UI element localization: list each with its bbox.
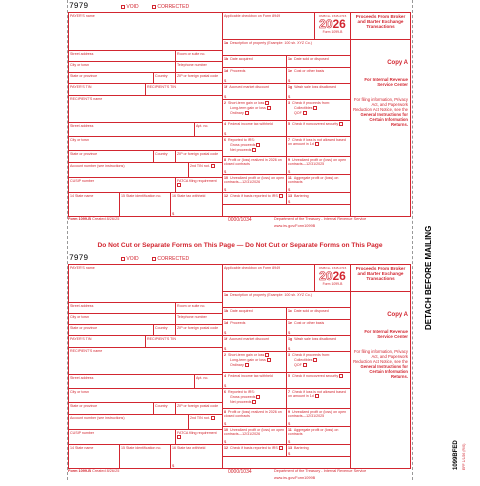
recipient-tin-field[interactable]: RECIPIENT'S TIN xyxy=(145,335,222,347)
checkbox-8949-field[interactable]: Applicable checkbox on Form 8949 xyxy=(222,12,314,39)
telephone-field[interactable]: Telephone number xyxy=(175,61,222,72)
form-id: 7979 xyxy=(69,254,89,263)
box3-field[interactable]: 3 Check if proceeds from: Collectibles QOF xyxy=(286,351,350,372)
box1b-field[interactable]: 1b Date acquired xyxy=(222,55,286,67)
side-code-2: EFF 1/1/26 (R/S) xyxy=(462,443,466,470)
checkbox-8949-field[interactable]: Applicable checkbox on Form 8949 xyxy=(222,264,314,291)
street-field[interactable]: Street address xyxy=(68,302,175,313)
box14-field[interactable]: 14 State name xyxy=(68,192,119,216)
tax-year: 2026 xyxy=(319,268,346,283)
void-label: VOID xyxy=(126,256,139,262)
form-label: Form 1099-B xyxy=(322,281,343,286)
recipient-tin-field[interactable]: RECIPIENT'S TIN xyxy=(145,83,222,95)
footer-url: www.irs.gov/Form1099B xyxy=(274,224,316,228)
cusip-field[interactable]: CUSIP number xyxy=(68,429,175,444)
payer-tin-field[interactable]: PAYER'S TIN xyxy=(68,83,145,95)
box11-field[interactable]: 11 Aggregate profit or (loss) on contracts $ xyxy=(286,174,350,192)
state-field[interactable]: State or province xyxy=(68,72,153,83)
file-info-bold: General Instructions for Certain Information Returns. xyxy=(360,363,408,379)
account-field[interactable]: Account number (see instructions) xyxy=(68,414,188,429)
cut-warning: Do Not Cut or Separate Forms on This Page — Do Not Cut or Separate Forms on This Page xyxy=(97,242,383,249)
box1a-field[interactable]: 1a Description of property (Example: 100 sh. XYZ Co.) xyxy=(222,39,350,55)
room-field[interactable]: Room or suite no. xyxy=(175,302,222,313)
footer-form: Form 1099-B xyxy=(68,217,92,221)
form-1099b-bottom xyxy=(68,256,410,486)
box1e-field[interactable]: 1e Cost or other basis $ xyxy=(286,67,350,83)
street-field[interactable]: Street address xyxy=(68,50,175,61)
corrected-label: CORRECTED xyxy=(157,4,190,10)
fatca-box-icon[interactable] xyxy=(177,435,181,439)
form-1099b-top xyxy=(68,4,410,234)
country-field[interactable]: Country xyxy=(153,72,175,83)
omb-box xyxy=(314,12,350,39)
recipient-zip-field[interactable]: ZIP or foreign postal code xyxy=(175,150,222,162)
telephone-field[interactable]: Telephone number xyxy=(175,313,222,324)
apt-field[interactable]: Apt. no. xyxy=(194,374,222,388)
room-field[interactable]: Room or suite no. xyxy=(175,50,222,61)
detach-label: DETACH BEFORE MAILING xyxy=(424,225,433,330)
copy-a-label: Copy A xyxy=(387,311,408,318)
box1g-field[interactable]: 1g Wash sale loss disallowed $ xyxy=(286,83,350,99)
form-id: 7979 xyxy=(69,2,89,11)
form-title: Proceeds From Broker and Barter Exchange Transactions xyxy=(350,264,410,291)
corrected-checkbox[interactable] xyxy=(152,256,189,262)
box11-field[interactable]: 11 Aggregate profit or (loss) on contracts $ xyxy=(286,426,350,444)
box1g-field[interactable]: 1g Wash sale loss disallowed $ xyxy=(286,335,350,351)
zip-field[interactable]: ZIP or foreign postal code xyxy=(175,72,222,83)
file-info-bold: General Instructions for Certain Information Returns. xyxy=(360,111,408,127)
fatca-box-icon[interactable] xyxy=(177,183,181,187)
tin-not-box-icon[interactable] xyxy=(211,416,215,420)
footer xyxy=(68,469,410,480)
perforation-right xyxy=(412,0,413,480)
box3-field[interactable]: 3 Check if proceeds from: Collectibles QOF xyxy=(286,99,350,120)
for-irs-label: For Internal Revenue Service Center xyxy=(364,76,408,87)
recipient-country-field[interactable]: Country xyxy=(153,150,175,162)
footer-dept: Department of the Treasury - Internal Revenue Service xyxy=(274,469,367,473)
box14-field[interactable]: 14 State name xyxy=(68,444,119,468)
tax-year: 2026 xyxy=(319,16,346,31)
recipient-country-field[interactable]: Country xyxy=(153,402,175,414)
side-code: 1099BFED xyxy=(453,440,459,470)
box1f-field[interactable]: 1f Accrued market discount $ xyxy=(222,335,286,351)
box1d-field[interactable]: 1d Proceeds $ xyxy=(222,319,286,335)
box6-field[interactable]: 6 Reported to IRS: Gross proceeds Net proceeds xyxy=(222,388,286,408)
corrected-label: CORRECTED xyxy=(157,256,190,262)
recipient-name-field[interactable]: RECIPIENT'S name xyxy=(68,347,222,374)
void-label: VOID xyxy=(126,4,139,10)
box6-field[interactable]: 6 Reported to IRS: Gross proceeds Net proceeds xyxy=(222,136,286,156)
omb-number: OMB No. 1545-0715 xyxy=(318,13,347,18)
box15-field[interactable]: 15 State identification no. xyxy=(119,444,170,468)
box1a-field[interactable]: 1a Description of property (Example: 100 sh. XYZ Co.) xyxy=(222,291,350,307)
recipient-name-field[interactable]: RECIPIENT'S name xyxy=(68,95,222,122)
payer-name-field[interactable]: PAYER'S name xyxy=(68,12,222,50)
box1f-field[interactable]: 1f Accrued market discount $ xyxy=(222,83,286,99)
box13-field[interactable]: 13 Bartering $ xyxy=(286,192,350,204)
corrected-box-icon[interactable] xyxy=(152,5,156,9)
box1b-field[interactable]: 1b Date acquired xyxy=(222,307,286,319)
for-irs-label: For Internal Revenue Service Center xyxy=(364,328,408,339)
box1c-field[interactable]: 1c Date sold or disposed xyxy=(286,307,350,319)
recipient-street-field[interactable]: Street address xyxy=(68,122,194,136)
box1c-field[interactable]: 1c Date sold or disposed xyxy=(286,55,350,67)
box13-field[interactable]: 13 Bartering $ xyxy=(286,444,350,456)
corrected-box-icon[interactable] xyxy=(152,257,156,261)
box16-field[interactable]: 16 State tax withheld $ xyxy=(170,444,222,468)
state-field[interactable]: State or province xyxy=(68,324,153,335)
form-label: Form 1099-B xyxy=(322,29,343,34)
footer-code: 0000/1034 xyxy=(228,217,252,223)
box9-field[interactable]: 9 Unrealized profit or (loss) on open contracts—12/31/2025 $ xyxy=(286,408,350,426)
footer-dept: Department of the Treasury - Internal Revenue Service xyxy=(274,217,367,221)
footer xyxy=(68,217,410,228)
recipient-street-field[interactable]: Street address xyxy=(68,374,194,388)
box1d-field[interactable]: 1d Proceeds $ xyxy=(222,67,286,83)
recipient-state-field[interactable]: State or province xyxy=(68,402,153,414)
tin-not-field[interactable]: 2nd TIN not. xyxy=(188,414,222,429)
box5-field[interactable]: 5 Check if noncovered security xyxy=(286,120,350,136)
zip-field[interactable]: ZIP or foreign postal code xyxy=(175,324,222,335)
box4-field[interactable]: 4 Federal income tax withheld $ xyxy=(222,372,286,388)
void-checkbox[interactable] xyxy=(121,256,139,262)
recipient-zip-field[interactable]: ZIP or foreign postal code xyxy=(175,402,222,414)
country-field[interactable]: Country xyxy=(153,324,175,335)
footer-form: Form 1099-B xyxy=(68,469,92,473)
void-box-icon[interactable] xyxy=(121,5,125,9)
copy-section xyxy=(350,291,410,468)
box7-field[interactable]: 7 Check if loss is not allowed based on amount in 1d xyxy=(286,136,350,156)
void-checkbox[interactable] xyxy=(121,4,139,10)
payer-name-field[interactable]: PAYER'S name xyxy=(68,264,222,302)
tin-not-box-icon[interactable] xyxy=(211,164,215,168)
box5-field[interactable]: 5 Check if noncovered security xyxy=(286,372,350,388)
file-info: For filing information, Privacy Act, and Paperwork Reduction Act Notice, see the xyxy=(353,96,408,112)
file-info: For filing information, Privacy Act, and Paperwork Reduction Act Notice, see the xyxy=(353,348,408,364)
copy-a-label: Copy A xyxy=(387,59,408,66)
account-field[interactable]: Account number (see instructions) xyxy=(68,162,188,177)
box2-field[interactable]: 2 Short-term gain or loss Long-term gain or loss Ordinary xyxy=(222,99,286,120)
box16-field[interactable]: 16 State tax withheld $ xyxy=(170,192,222,216)
box-blank-a xyxy=(222,456,350,468)
footer-code: 0000/1034 xyxy=(228,469,252,475)
box1e-field[interactable]: 1e Cost or other basis $ xyxy=(286,319,350,335)
recipient-state-field[interactable]: State or province xyxy=(68,150,153,162)
box2-field[interactable]: 2 Short-term gain or loss Long-term gain or loss Ordinary xyxy=(222,351,286,372)
apt-field[interactable]: Apt. no. xyxy=(194,122,222,136)
box7-field[interactable]: 7 Check if loss is not allowed based on amount in 1d xyxy=(286,388,350,408)
tin-not-field[interactable]: 2nd TIN not. xyxy=(188,162,222,177)
omb-number: OMB No. 1545-0715 xyxy=(318,265,347,270)
box9-field[interactable]: 9 Unrealized profit or (loss) on open contracts—12/31/2025 $ xyxy=(286,156,350,174)
footer-created: Created 8/26/25 xyxy=(92,469,120,473)
cusip-field[interactable]: CUSIP number xyxy=(68,177,175,192)
box15-field[interactable]: 15 State identification no. xyxy=(119,192,170,216)
payer-tin-field[interactable]: PAYER'S TIN xyxy=(68,335,145,347)
box12-field[interactable]: 12 Check if basis reported to IRS xyxy=(222,444,286,456)
recipient-city-field[interactable]: City or town xyxy=(68,388,222,402)
box10-field[interactable]: 10 Unrealized profit or (loss) on open contracts—12/31/2026 $ xyxy=(224,427,285,444)
city-field[interactable]: City or town xyxy=(68,61,175,72)
footer-created: Created 8/26/25 xyxy=(92,217,120,221)
copy-section xyxy=(350,39,410,216)
recipient-city-field[interactable]: City or town xyxy=(68,136,222,150)
footer-url: www.irs.gov/Form1099B xyxy=(274,476,316,480)
fatca-field[interactable]: FATCA filing requirement xyxy=(175,177,222,192)
box10-field[interactable]: 10 Unrealized profit or (loss) on open contracts—12/31/2026 $ xyxy=(224,175,285,192)
city-field[interactable]: City or town xyxy=(68,313,175,324)
form-title: Proceeds From Broker and Barter Exchange Transactions xyxy=(350,12,410,39)
box12-field[interactable]: 12 Check if basis reported to IRS xyxy=(222,192,286,204)
omb-box xyxy=(314,264,350,291)
box4-field[interactable]: 4 Federal income tax withheld $ xyxy=(222,120,286,136)
box8-field[interactable]: 8 Profit or (loss) realized in 2026 on closed contracts $ xyxy=(222,156,286,174)
box-blank-a xyxy=(222,204,350,216)
void-box-icon[interactable] xyxy=(121,257,125,261)
box8-field[interactable]: 8 Profit or (loss) realized in 2026 on closed contracts $ xyxy=(222,408,286,426)
fatca-field[interactable]: FATCA filing requirement xyxy=(175,429,222,444)
corrected-checkbox[interactable] xyxy=(152,4,189,10)
